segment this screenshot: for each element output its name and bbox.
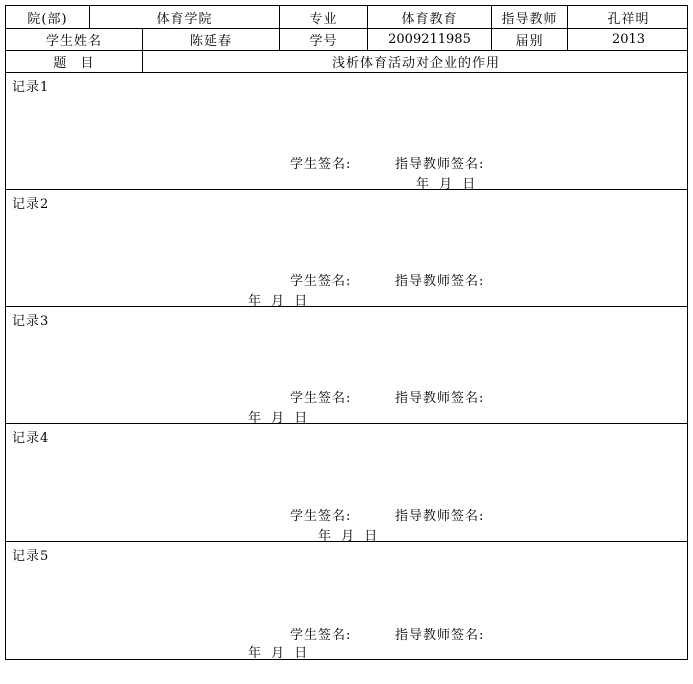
student-value: 陈延春 — [143, 29, 280, 50]
record-section-3 — [6, 307, 687, 424]
record-label: 记录1 — [12, 80, 50, 95]
advisor-signature-label: 指导教师签名: — [395, 509, 485, 524]
topic-label: 题 目 — [6, 51, 143, 72]
dept-label: 院(部) — [6, 6, 90, 28]
cohort-label: 届别 — [492, 29, 568, 50]
major-value: 体育教育 — [368, 6, 492, 28]
id-value: 2009211985 — [368, 29, 492, 50]
record-date: 年 月 日 — [248, 646, 309, 661]
record-date: 年 月 日 — [248, 411, 309, 426]
record-section-2 — [6, 190, 687, 307]
record-date: 年 月 日 — [248, 294, 309, 309]
advisor-signature-label: 指导教师签名: — [395, 157, 485, 172]
student-signature-label: 学生签名: — [290, 509, 352, 524]
id-label: 学号 — [280, 29, 368, 50]
dept-value: 体育学院 — [90, 6, 280, 28]
cohort-value: 2013 — [611, 32, 646, 47]
student-signature-label: 学生签名: — [290, 274, 352, 289]
record-date: 年 月 日 — [318, 529, 379, 544]
advisor-label: 指导教师 — [492, 6, 568, 28]
topic-value: 浅析体育活动对企业的作用 — [331, 56, 500, 71]
record-label: 记录5 — [12, 549, 50, 564]
record-section-1 — [6, 73, 687, 190]
record-section-5 — [6, 542, 687, 659]
header-row-1 — [6, 6, 687, 29]
record-date: 年 月 日 — [416, 177, 477, 192]
record-label: 记录2 — [12, 197, 50, 212]
record-section-4 — [6, 424, 687, 542]
advisor-signature-label: 指导教师签名: — [395, 628, 485, 643]
header-row-2 — [6, 29, 687, 51]
major-label: 专业 — [280, 6, 368, 28]
advisor-value: 孔祥明 — [607, 11, 650, 27]
advisor-signature-label: 指导教师签名: — [395, 391, 485, 406]
record-form — [5, 5, 688, 660]
record-label: 记录4 — [12, 431, 50, 446]
record-label: 记录3 — [12, 314, 50, 329]
student-label: 学生姓名 — [6, 29, 143, 50]
advisor-signature-label: 指导教师签名: — [395, 274, 485, 289]
student-signature-label: 学生签名: — [290, 157, 352, 172]
student-signature-label: 学生签名: — [290, 391, 352, 406]
header-row-3 — [6, 51, 687, 73]
student-signature-label: 学生签名: — [290, 628, 352, 643]
